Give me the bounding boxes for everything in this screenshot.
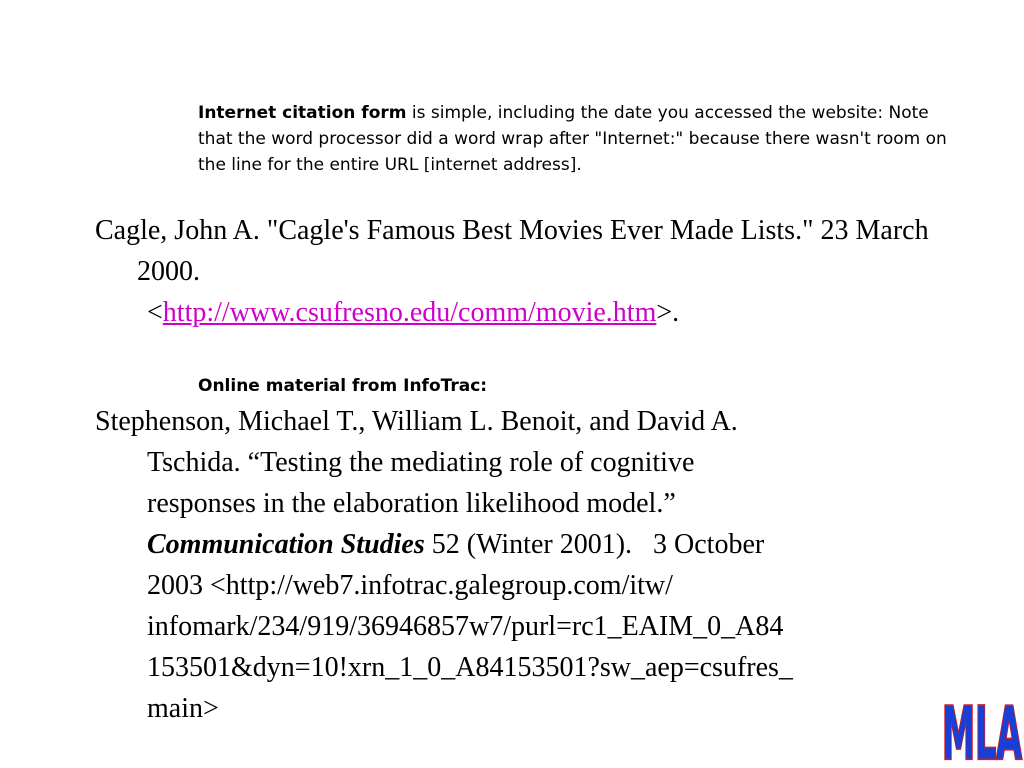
internet-citation-note: [198, 100, 958, 178]
note-heading: Internet citation form: [198, 103, 407, 123]
citation-line-4-rest: 52 (Winter 2001). 3 October: [424, 529, 765, 560]
citation-line-2: Tschida. “Testing the mediating role of cognitive: [147, 447, 695, 478]
url-open-bracket: <: [147, 297, 163, 328]
citation-line-8: main>: [147, 693, 219, 724]
citation-cagle-text: Cagle, John A. "Cagle's Famous Best Movies Ever Made Lists." 23 March 2000.: [95, 215, 929, 287]
citation-line-3: responses in the elaboration likelihood model.”: [147, 488, 676, 519]
citation-line-7: 153501&dyn=10!xrn_1_0_A84153501?sw_aep=csufres_: [147, 652, 793, 683]
citation-cagle: [95, 210, 937, 333]
mla-logo: [940, 676, 1024, 766]
mla-logo-text: MLA: [942, 692, 1023, 766]
infotrac-heading: Online material from InfoTrac:: [198, 376, 488, 396]
mla-logo-graphic: [940, 676, 1024, 766]
citation-stephenson: [95, 401, 945, 729]
citation-line-6: infomark/234/919/36946857w7/purl=rc1_EAIM_0_A84: [147, 611, 784, 642]
url-close-bracket: >.: [656, 297, 680, 328]
citation-cagle-url-line: [137, 292, 937, 333]
citation-line-1: Stephenson, Michael T., William L. Benoit, and David A.: [95, 406, 738, 437]
infotrac-note: [198, 373, 898, 399]
journal-title: Communication Studies: [147, 529, 425, 560]
movie-url-link[interactable]: http://www.csufresno.edu/comm/movie.htm: [162, 297, 657, 328]
citation-line-4: [95, 524, 945, 565]
note-body: is simple, including the date you accessed the website: Note that the word processor did a word wrap after "Internet:" because there wasn't room on the line for the entire URL [internet address].: [198, 103, 947, 175]
citation-line-5: 2003 <http://web7.infotrac.galegroup.com/itw/: [147, 570, 673, 601]
